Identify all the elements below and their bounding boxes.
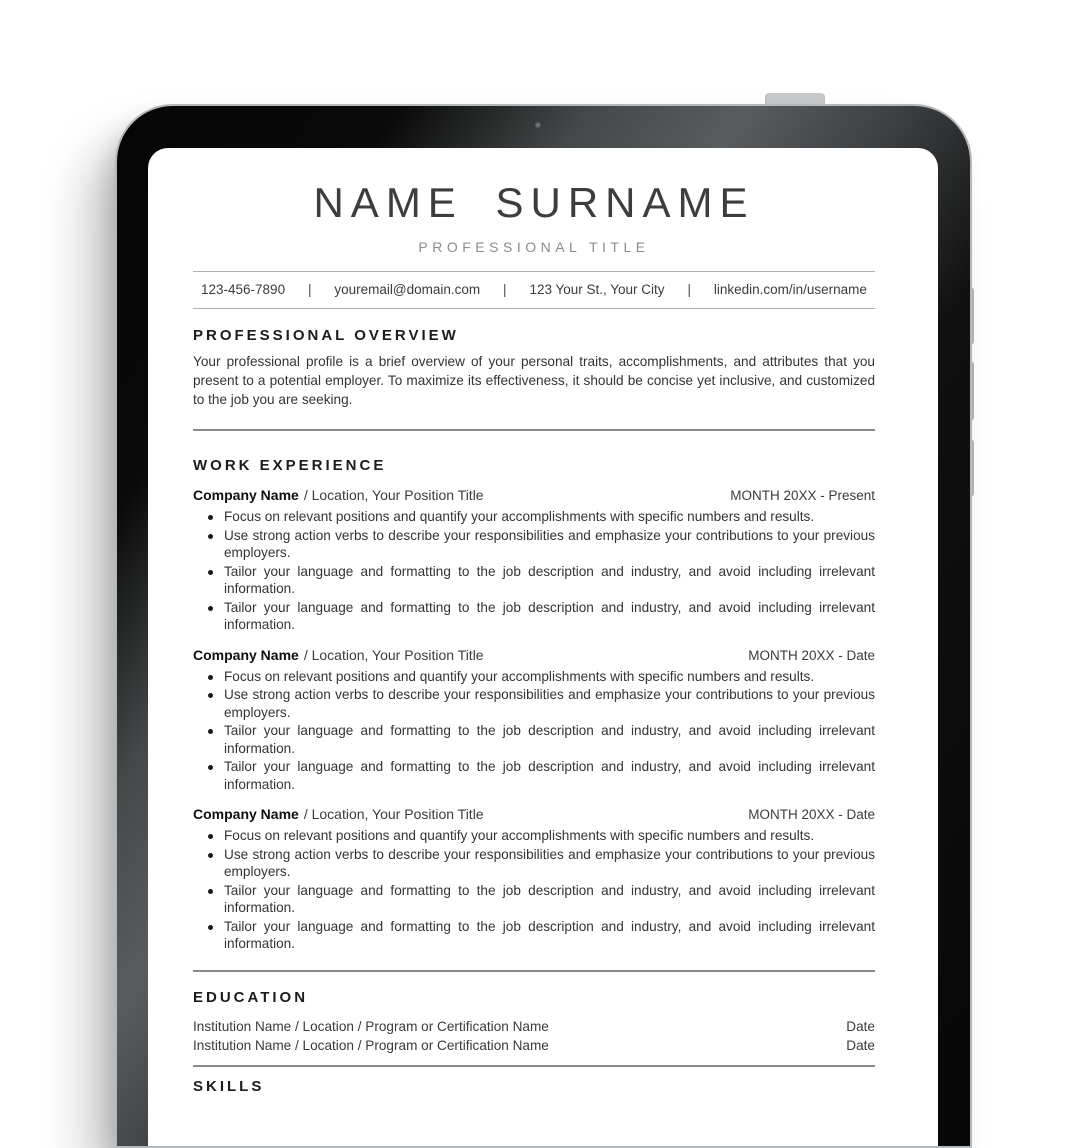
bullet-text: Focus on relevant positions and quantify your accomplishments with specific numbers and results. xyxy=(224,509,815,524)
bullet-list xyxy=(193,508,875,634)
work-heading: WORK EXPERIENCE xyxy=(193,457,387,474)
section-divider xyxy=(193,429,875,431)
overview-body: Your professional profile is a brief overview of your personal traits, accomplishments, and attributes that you present to a potential employer. To maximize its effectiveness, it should be concise yet inclusive, and customized to the job you are seeking. xyxy=(193,354,875,407)
bullet-item xyxy=(193,508,875,526)
bullet-item xyxy=(193,599,875,634)
bullet-text: Tailor your language and formatting to the job description and industry, and avoid including irrelevant information. xyxy=(224,882,875,915)
bullet-item xyxy=(193,846,875,881)
overview-section xyxy=(193,326,875,409)
work-entry-header xyxy=(193,647,875,664)
bullet-dot xyxy=(208,765,213,770)
contact-email: youremail@domain.com xyxy=(334,282,481,297)
company-line xyxy=(193,806,484,823)
company-details: / Location, Your Position Title xyxy=(303,646,484,663)
education-text: Institution Name / Location / Program or Certification Name xyxy=(193,1037,549,1053)
bullet-item xyxy=(193,668,875,686)
education-row xyxy=(193,1017,875,1036)
work-entry-header xyxy=(193,806,875,823)
work-entry-header xyxy=(193,487,875,504)
bullet-item xyxy=(193,882,875,917)
bullet-text: Use strong action verbs to describe your responsibilities and emphasize your contributions to your previous employers. xyxy=(224,687,875,720)
company-details: / Location, Your Position Title xyxy=(303,487,484,503)
work-entry xyxy=(193,806,875,953)
bullet-text: Tailor your language and formatting to the job description and industry, and avoid including irrelevant information. xyxy=(224,599,875,632)
bullet-item xyxy=(193,918,875,953)
skills-section xyxy=(193,1077,875,1096)
section-divider xyxy=(193,1065,875,1067)
bullet-dot xyxy=(208,606,213,611)
entry-dates: MONTH 20XX - Date xyxy=(748,647,875,663)
bullet-dot xyxy=(208,534,213,539)
tablet-screen xyxy=(148,148,938,1146)
bullet-dot xyxy=(208,515,213,520)
bullet-text: Use strong action verbs to describe your responsibilities and emphasize your contributions to your previous employers. xyxy=(224,846,875,879)
bullet-list xyxy=(193,827,875,953)
bullet-dot xyxy=(208,889,213,894)
education-section xyxy=(193,988,875,1055)
education-date: Date xyxy=(846,1018,875,1034)
skills-heading: SKILLS xyxy=(193,1077,265,1095)
tablet-device xyxy=(115,104,972,1148)
work-entry xyxy=(193,647,875,794)
company-line xyxy=(193,647,484,664)
bullet-text: Tailor your language and formatting to the job description and industry, and avoid including irrelevant information. xyxy=(224,563,875,596)
bullet-item xyxy=(193,686,875,721)
bullet-text: Use strong action verbs to describe your responsibilities and emphasize your contributions to your previous employers. xyxy=(224,527,875,560)
contact-divider-bottom xyxy=(193,308,875,309)
front-camera-icon xyxy=(535,122,541,128)
bullet-item xyxy=(193,827,875,845)
bullet-item xyxy=(193,758,875,793)
bullet-dot xyxy=(208,675,213,680)
company-details: / Location, Your Position Title xyxy=(303,806,484,822)
bullet-text: Tailor your language and formatting to the job description and industry, and avoid including irrelevant information. xyxy=(224,759,875,792)
bullet-text: Tailor your language and formatting to the job description and industry, and avoid including irrelevant information. xyxy=(224,918,875,951)
work-section xyxy=(193,456,875,953)
entry-dates: MONTH 20XX - Date xyxy=(748,807,875,822)
bullet-dot xyxy=(208,729,213,734)
bullet-dot xyxy=(208,834,213,839)
contact-bar xyxy=(193,272,875,308)
bullet-item xyxy=(193,722,875,757)
bullet-dot xyxy=(208,853,213,858)
bullet-text: Focus on relevant positions and quantify your accomplishments with specific numbers and results. xyxy=(224,668,815,684)
company-line xyxy=(193,487,484,504)
resume-title: PROFESSIONAL TITLE xyxy=(418,239,650,255)
bullet-dot xyxy=(208,570,213,575)
bullet-dot xyxy=(208,693,213,698)
contact-separator: | xyxy=(503,282,507,297)
bullet-item xyxy=(193,563,875,598)
work-entry xyxy=(193,487,875,634)
contact-separator: | xyxy=(307,282,312,297)
contact-separator: | xyxy=(687,282,691,297)
education-text: Institution Name / Location / Program or Certification Name xyxy=(193,1018,549,1034)
bullet-text: Focus on relevant positions and quantify your accomplishments with specific numbers and results. xyxy=(224,828,815,843)
company-name: Company Name xyxy=(193,487,299,503)
contact-phone: 123-456-7890 xyxy=(201,282,286,297)
section-divider xyxy=(193,970,875,972)
bullet-text: Tailor your language and formatting to the job description and industry, and avoid including irrelevant information. xyxy=(224,723,875,756)
contact-address: 123 Your St., Your City xyxy=(529,282,665,297)
bullet-list xyxy=(193,668,875,794)
education-row xyxy=(193,1036,875,1055)
contact-linkedin: linkedin.com/in/username xyxy=(713,282,867,297)
bullet-item xyxy=(193,527,875,562)
overview-heading: PROFESSIONAL OVERVIEW xyxy=(193,327,459,344)
education-list xyxy=(193,1017,875,1055)
company-name: Company Name xyxy=(193,806,299,822)
education-date: Date xyxy=(846,1037,875,1053)
education-heading: EDUCATION xyxy=(193,988,309,1006)
bullet-dot xyxy=(208,925,213,930)
company-name: Company Name xyxy=(193,646,299,663)
resume-name: NAME SURNAME xyxy=(313,179,755,226)
entry-dates: MONTH 20XX - Present xyxy=(730,488,875,503)
